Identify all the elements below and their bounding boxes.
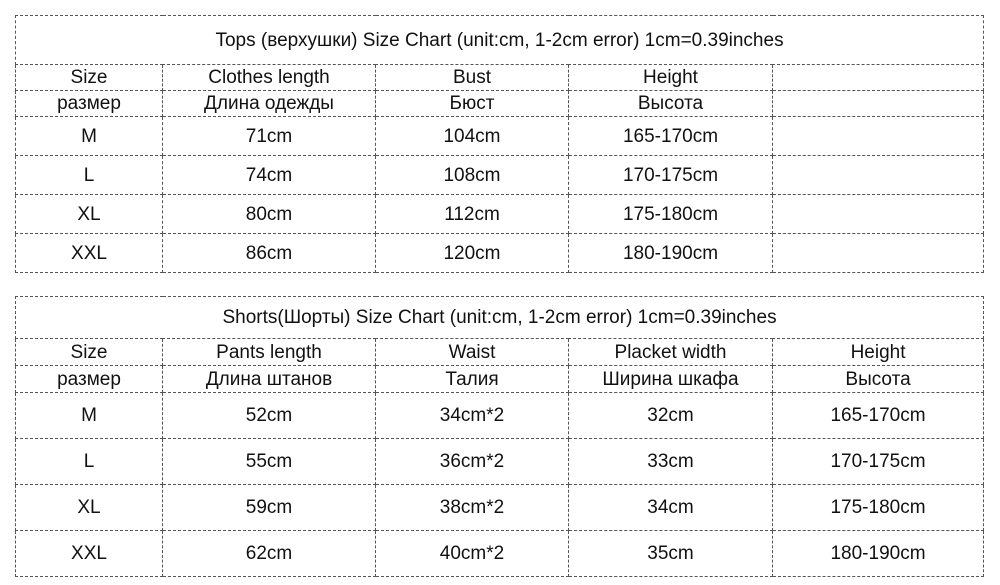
tops-header-clothes-length-ru: Длина одежды (163, 91, 376, 117)
height-cell: 165-170cm (569, 117, 773, 156)
height-cell: 165-170cm (773, 393, 984, 439)
shorts-header-placket-width-ru: Ширина шкафа (569, 366, 773, 393)
pants-length-cell: 55cm (163, 439, 376, 485)
waist-cell: 36cm*2 (376, 439, 569, 485)
height-cell: 170-175cm (569, 156, 773, 195)
shorts-header-row-en (16, 339, 984, 366)
clothes-length-cell: 71cm (163, 117, 376, 156)
clothes-length-cell: 74cm (163, 156, 376, 195)
shorts-title-row (16, 297, 984, 339)
clothes-length-cell: 86cm (163, 234, 376, 273)
height-cell: 180-190cm (569, 234, 773, 273)
height-cell: 170-175cm (773, 439, 984, 485)
tops-header-bust-ru: Бюст (376, 91, 569, 117)
empty-cell (773, 234, 984, 273)
tops-header-height-ru: Высота (569, 91, 773, 117)
shorts-header-size: Size (16, 339, 163, 366)
height-cell: 175-180cm (569, 195, 773, 234)
tops-title: Tops (верхушки) Size Chart (unit:cm, 1-2cm error) 1cm=0.39inches (16, 16, 984, 65)
tops-title-row (16, 16, 984, 65)
waist-cell: 40cm*2 (376, 531, 569, 577)
size-cell: L (16, 156, 163, 195)
pants-length-cell: 59cm (163, 485, 376, 531)
placket-width-cell: 35cm (569, 531, 773, 577)
bust-cell: 104cm (376, 117, 569, 156)
bust-cell: 108cm (376, 156, 569, 195)
shorts-header-height: Height (773, 339, 984, 366)
table-row (16, 531, 984, 577)
pants-length-cell: 52cm (163, 393, 376, 439)
shorts-header-waist-ru: Талия (376, 366, 569, 393)
tops-header-empty (773, 65, 984, 91)
tops-header-empty-ru (773, 91, 984, 117)
empty-cell (773, 156, 984, 195)
size-cell: M (16, 117, 163, 156)
empty-cell (773, 117, 984, 156)
height-cell: 180-190cm (773, 531, 984, 577)
clothes-length-cell: 80cm (163, 195, 376, 234)
tops-header-clothes-length: Clothes length (163, 65, 376, 91)
tops-header-bust: Bust (376, 65, 569, 91)
shorts-title: Shorts(Шорты) Size Chart (unit:cm, 1-2cm error) 1cm=0.39inches (16, 297, 984, 339)
waist-cell: 38cm*2 (376, 485, 569, 531)
table-row (16, 117, 984, 156)
pants-length-cell: 62cm (163, 531, 376, 577)
height-cell: 175-180cm (773, 485, 984, 531)
tops-header-size: Size (16, 65, 163, 91)
shorts-header-placket-width: Placket width (569, 339, 773, 366)
size-cell: XL (16, 485, 163, 531)
size-cell: M (16, 393, 163, 439)
shorts-header-row-ru (16, 366, 984, 393)
table-row (16, 393, 984, 439)
shorts-header-pants-length-ru: Длина штанов (163, 366, 376, 393)
table-row (16, 439, 984, 485)
table-row (16, 485, 984, 531)
shorts-header-pants-length: Pants length (163, 339, 376, 366)
tops-header-row-ru (16, 91, 984, 117)
bust-cell: 120cm (376, 234, 569, 273)
tops-header-height: Height (569, 65, 773, 91)
size-cell: L (16, 439, 163, 485)
shorts-header-waist: Waist (376, 339, 569, 366)
shorts-header-size-ru: размер (16, 366, 163, 393)
table-row (16, 234, 984, 273)
size-cell: XXL (16, 531, 163, 577)
empty-cell (773, 195, 984, 234)
placket-width-cell: 33cm (569, 439, 773, 485)
shorts-header-height-ru: Высота (773, 366, 984, 393)
waist-cell: 34cm*2 (376, 393, 569, 439)
shorts-size-table (15, 296, 984, 577)
size-cell: XL (16, 195, 163, 234)
table-row (16, 195, 984, 234)
table-row (16, 156, 984, 195)
tops-size-table (15, 15, 984, 273)
tops-header-row-en (16, 65, 984, 91)
bust-cell: 112cm (376, 195, 569, 234)
tops-header-size-ru: размер (16, 91, 163, 117)
placket-width-cell: 34cm (569, 485, 773, 531)
placket-width-cell: 32cm (569, 393, 773, 439)
size-cell: XXL (16, 234, 163, 273)
